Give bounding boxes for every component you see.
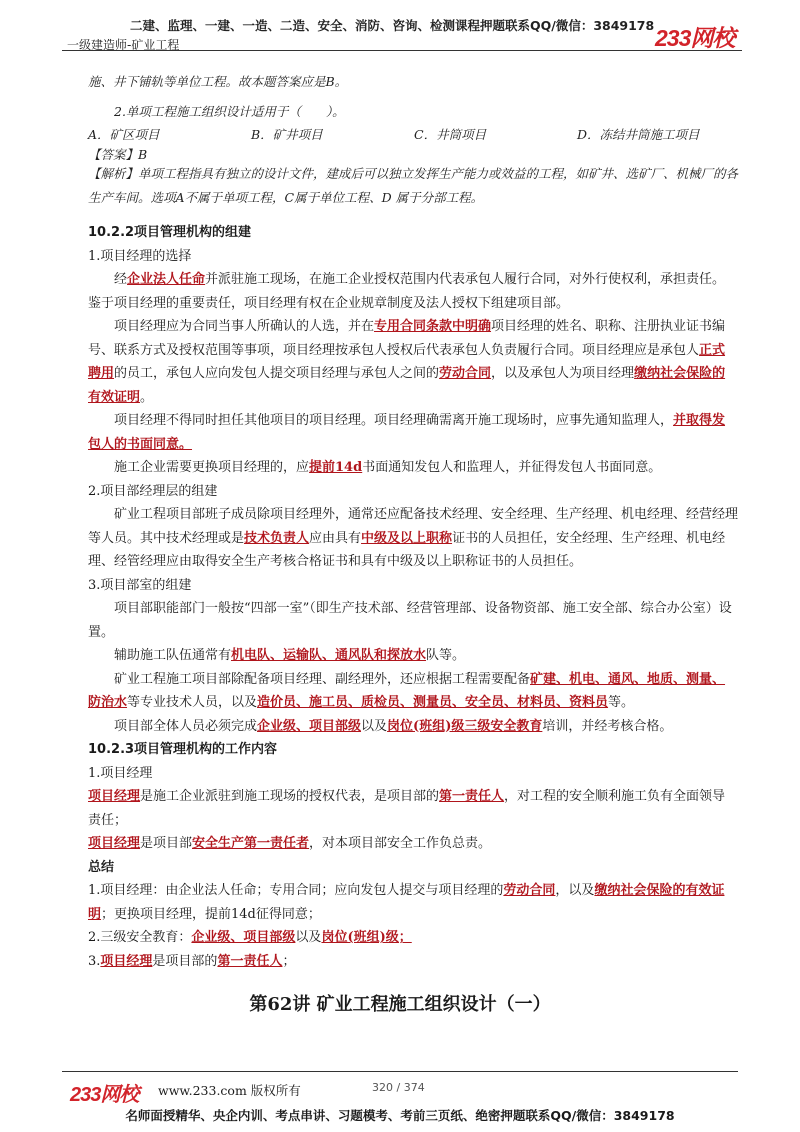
highlight-term: 第一责任人 bbox=[217, 953, 283, 969]
paragraph-four-depts: 项目部职能部门一般按“四部一室”（即生产技术部、经营管理部、设备物资部、施工安全部、综合办公室）设置。 bbox=[88, 601, 732, 640]
paragraph-tech-staff: 矿业工程施工项目部除配备项目经理、副经理外，还应根据工程需要配备矿建、机电、通风、地质、测量、防治水等专业技术人员，以及造价员、施工员、质检员、测量员、安全员、材料员、资料员等。 bbox=[88, 671, 726, 710]
highlight-term: 企业法人任命 bbox=[127, 272, 206, 287]
subheading-pm: 1.项目经理 bbox=[88, 765, 153, 781]
prev-question-tail: 施、井下铺轨等单位工程。故本题答案应是B。 bbox=[88, 74, 348, 89]
footer-site[interactable]: www.233.com 版权所有 bbox=[158, 1083, 301, 1098]
subheading-department: 3.项目部室的组建 bbox=[88, 577, 192, 593]
highlight-term: 安全生产第一责任者 bbox=[192, 836, 310, 851]
highlight-term: 项目经理 bbox=[100, 953, 153, 969]
highlight-term: 正式聘用 bbox=[88, 342, 726, 381]
option-c: C．井筒项目 bbox=[414, 127, 487, 142]
summary-item-1: 1.项目经理：由企业法人任命；专用合同；应向发包人提交与项目经理的劳动合同，以及缴纳社会保险的有效证明；更换项目经理，提前14d征得同意； bbox=[88, 883, 725, 922]
highlight-term: 劳动合同 bbox=[503, 883, 556, 898]
highlight-term: 项目经理 bbox=[88, 836, 141, 851]
highlight-term: 企业级、项目部级 bbox=[191, 930, 296, 945]
question-stem: 2.单项工程施工组织设计适用于（ ）。 bbox=[114, 103, 345, 119]
highlight-term: 矿建、机电、通风、地质、测量、防治水 bbox=[88, 671, 726, 710]
highlight-term: 中级及以上职称 bbox=[361, 530, 453, 546]
highlight-term: 缴纳社会保险的有效证明 bbox=[88, 883, 725, 922]
footer-contact-line: 名师面授精华、央企内训、考点串讲、习题模考、考前三页纸、绝密押题联系QQ/微信：3849178 bbox=[125, 1108, 675, 1123]
highlight-term: 项目经理 bbox=[88, 789, 141, 804]
option-b: B．矿井项目 bbox=[251, 127, 323, 142]
section-title-10-2-3: 10.2.3项目管理机构的工作内容 bbox=[88, 742, 278, 757]
footer-logo[interactable]: 233网校 bbox=[70, 1084, 139, 1106]
question-options bbox=[88, 123, 738, 147]
brand-logo[interactable]: 233网校 bbox=[655, 25, 735, 51]
summary-item-2: 2.三级安全教育：企业级、项目部级以及岗位(班组)级； bbox=[88, 930, 412, 945]
page-content bbox=[88, 70, 738, 973]
highlight-term: 第一责任人 bbox=[439, 789, 505, 804]
paragraph-pm-replace: 施工企业需要更换项目经理的，应提前14d书面通知发包人和监理人，并征得发包人书面同意。 bbox=[114, 460, 662, 475]
header-subtitle: 一级建造师-矿业工程 bbox=[67, 38, 180, 52]
paragraph-pm-role: 项目经理是施工企业派驻到施工现场的授权代表，是项目部的第一责任人，对工程的安全顺利施工负有全面领导责任； bbox=[88, 789, 726, 828]
highlight-term: 劳动合同 bbox=[439, 366, 492, 381]
highlight-term: 企业级、项目部级 bbox=[257, 718, 362, 734]
section-title-10-2-2: 10.2.2项目管理机构的组建 bbox=[88, 225, 252, 240]
paragraph-manager-team: 矿业工程项目部班子成员除项目经理外，通常还应配备技术经理、安全经理、生产经理、机电经理、经营经理等人员。其中技术经理或是技术负责人应由具有中级及以上职称证书的人员担任，安全经理、生产经理、机电经理、经管经理应由取得安全生产考核合格证书和具有中级及以上职称证书的人员担任。 bbox=[88, 507, 739, 569]
footer-divider bbox=[62, 1071, 738, 1072]
answer-line: 【答案】B bbox=[88, 146, 148, 162]
highlight-term: 缴纳社会保险的有效证明 bbox=[88, 366, 726, 405]
subheading-manager-layer: 2.项目部经理层的组建 bbox=[88, 483, 218, 499]
highlight-term: 专用合同条款中明确 bbox=[374, 319, 492, 334]
highlight-term: 技术负责人 bbox=[244, 530, 310, 546]
analysis-paragraph: 【解析】单项工程指具有独立的设计文件，建成后可以独立发挥生产能力或效益的工程，如矿井、选矿厂、机械厂的各生产车间。选项A不属于单项工程，C属于单位工程、D 属于分部工程。 bbox=[88, 166, 739, 205]
lecture-title: 第62讲 矿业工程施工组织设计（一） bbox=[249, 994, 551, 1015]
highlight-term: 岗位(班组)级三级安全教育 bbox=[387, 718, 543, 734]
highlight-term: 提前14d bbox=[309, 460, 363, 475]
subheading-pm-selection: 1.项目经理的选择 bbox=[88, 248, 192, 264]
paragraph-pm-safety: 项目经理是项目部安全生产第一责任者，对本项目部安全工作负总责。 bbox=[88, 836, 492, 851]
page-number: 320 / 374 bbox=[372, 1081, 425, 1094]
header-divider bbox=[62, 50, 742, 51]
summary-title: 总结 bbox=[88, 859, 115, 875]
paragraph-aux-teams: 辅助施工队伍通常有机电队、运输队、通风队和探放水队等。 bbox=[114, 648, 466, 663]
paragraph-pm-leave: 项目经理不得同时担任其他项目的项目经理。项目经理确需离开施工现场时，应事先通知监理人，并取得发包人的书面同意。 bbox=[88, 413, 726, 452]
paragraph-pm-contract: 项目经理应为合同当事人所确认的人选，并在专用合同条款中明确项目经理的姓名、职称、注册执业证书编号、联系方式及授权范围等事项，项目经理按承包人授权后代表承包人负责履行合同。项目经理应是承包人正式聘用的员工，承包人应向发包人提交项目经理与承包人之间的劳动合同，以及承包人为项目经理缴纳社会保险的有效证明。 bbox=[88, 319, 726, 405]
highlight-term: 造价员、施工员、质检员、测量员、安全员、材料员、资料员 bbox=[257, 695, 609, 710]
highlight-term: 岗位(班组)级； bbox=[321, 930, 412, 945]
summary-item-3: 3.项目经理是项目部的第一责任人； bbox=[88, 953, 296, 969]
highlight-term: 并取得发包人的书面同意。 bbox=[88, 413, 726, 452]
paragraph-pm-appointment: 经企业法人任命并派驻施工现场，在施工企业授权范围内代表承包人履行合同，对外行使权利，承担责任。鉴于项目经理的重要责任，项目经理有权在企业规章制度及法人授权下组建项目部。 bbox=[88, 272, 726, 311]
paragraph-safety-training: 项目部全体人员必须完成企业级、项目部级以及岗位(班组)级三级安全教育培训，并经考核合格。 bbox=[114, 718, 673, 734]
option-a: A．矿区项目 bbox=[88, 127, 160, 142]
header-contact-line: 二建、监理、一建、一造、二造、安全、消防、咨询、检测课程押题联系QQ/微信：3849178 bbox=[130, 18, 655, 33]
highlight-term: 机电队、运输队、通风队和探放水 bbox=[231, 648, 427, 663]
option-d: D．冻结井筒施工项目 bbox=[577, 127, 700, 142]
